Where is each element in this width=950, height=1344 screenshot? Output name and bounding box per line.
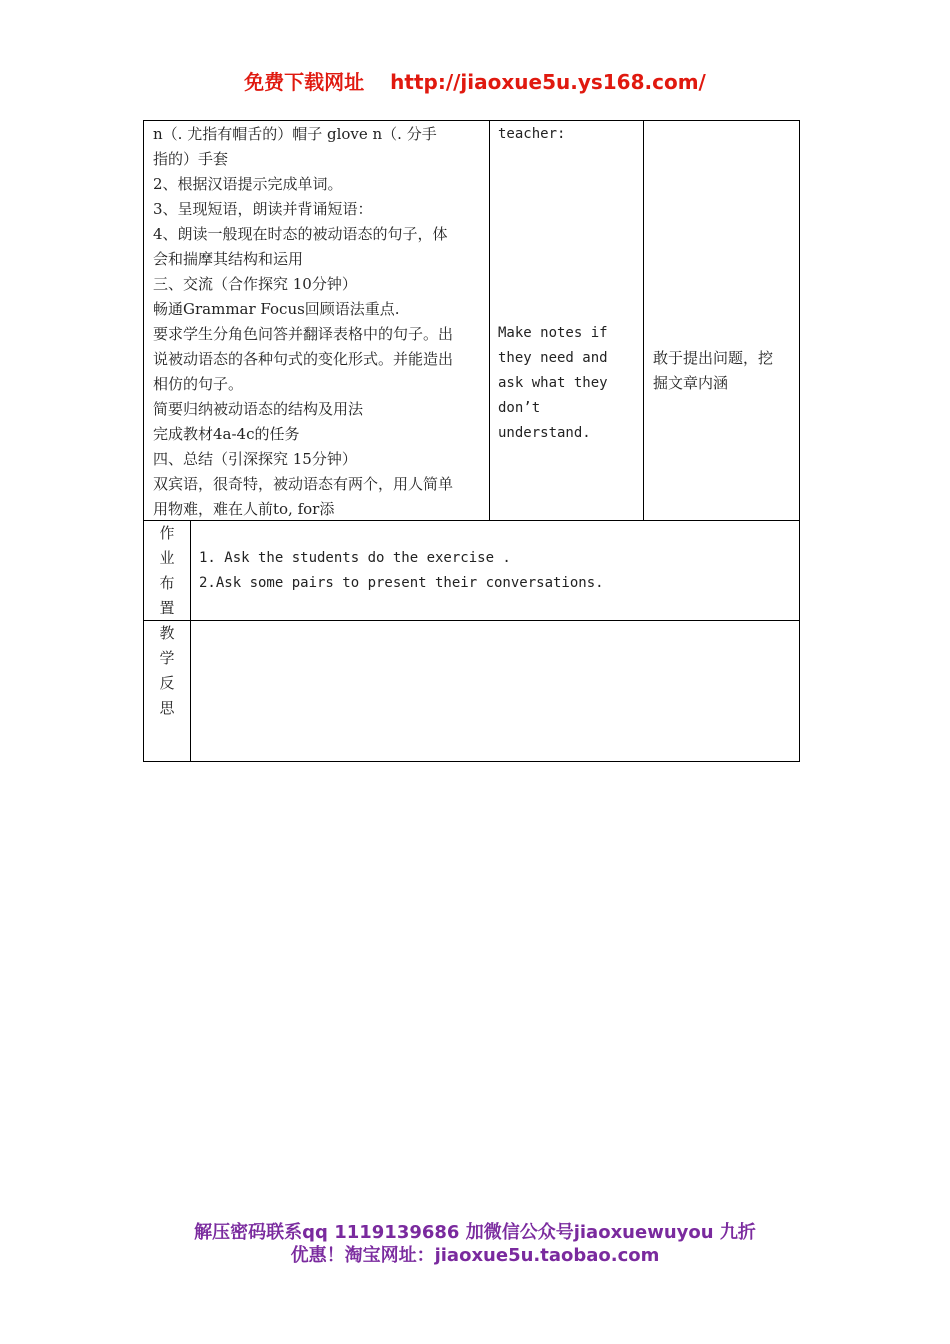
student-line: understand. [498,425,591,441]
process-line: 简要归纳被动语态的结构及用法 [153,400,364,418]
homework-label: 作 业 布 置 [159,524,175,617]
process-line: 要求学生分角色问答并翻译表格中的句子。出 [153,325,454,343]
process-line: 三、交流（合作探究 10分钟） [153,275,357,293]
process-line: 相仿的句子。 [153,375,244,393]
student-line: Make notes if [498,325,608,341]
label-col-divider [190,520,191,762]
process-line: 3、呈现短语，朗读并背诵短语： [153,200,373,218]
process-line: 畅通Grammar Focus回顾语法重点. [153,300,400,318]
col-divider-2 [643,121,644,520]
student-line: ask what they [498,375,608,391]
footer-line-2: 优惠！淘宝网址：jiaoxue5u.taobao.com [290,1245,660,1266]
process-line: 2、根据汉语提示完成单词。 [153,175,343,193]
homework-line: 1. Ask the students do the exercise . [199,550,511,566]
footer-line-1: 解压密码联系qq 1119139686 加微信公众号jiaoxuewuyou 九折 [194,1222,756,1243]
process-cell [153,122,487,522]
process-line: n（. 尤指有帽舌的）帽子 glove n（. 分手 [153,125,437,143]
student-line: teacher: [498,126,566,142]
student-line: they need and [498,350,608,366]
page-header [0,66,950,95]
lesson-table [143,120,800,762]
header-title: 免费下载网址 [244,70,365,94]
row-divider-2 [144,620,799,621]
student-cell-top [498,122,638,147]
col-divider-1 [489,121,490,520]
homework-cell [199,546,789,596]
process-line: 双宾语，很奇特，被动语态有两个，用人简单 [153,475,454,493]
process-line: 说被动语态的各种句式的变化形式。并能造出 [153,350,454,368]
reflection-cell[interactable] [199,626,789,756]
reflection-label: 教 学 反 思 [159,624,175,717]
process-line: 4、朗读一般现在时态的被动语态的句子，体 [153,225,448,243]
intent-line: 敢于提出问题，挖 [653,349,774,367]
header-url[interactable]: http://jiaoxue5u.ys168.com/ [390,70,706,94]
homework-line: 2.Ask some pairs to present their conversations. [199,575,604,591]
student-line: don’t [498,400,541,416]
process-line: 指的）手套 [153,150,229,168]
process-line: 会和揣摩其结构和运用 [153,250,304,268]
intent-line: 掘文章内涵 [653,374,729,392]
process-line: 四、总结（引深探究 15分钟） [153,450,357,468]
process-line: 完成教材4a-4c的任务 [153,425,300,443]
intent-cell [653,346,797,396]
process-line: 用物难，难在人前to, for添 [153,500,335,518]
student-cell [498,321,638,446]
